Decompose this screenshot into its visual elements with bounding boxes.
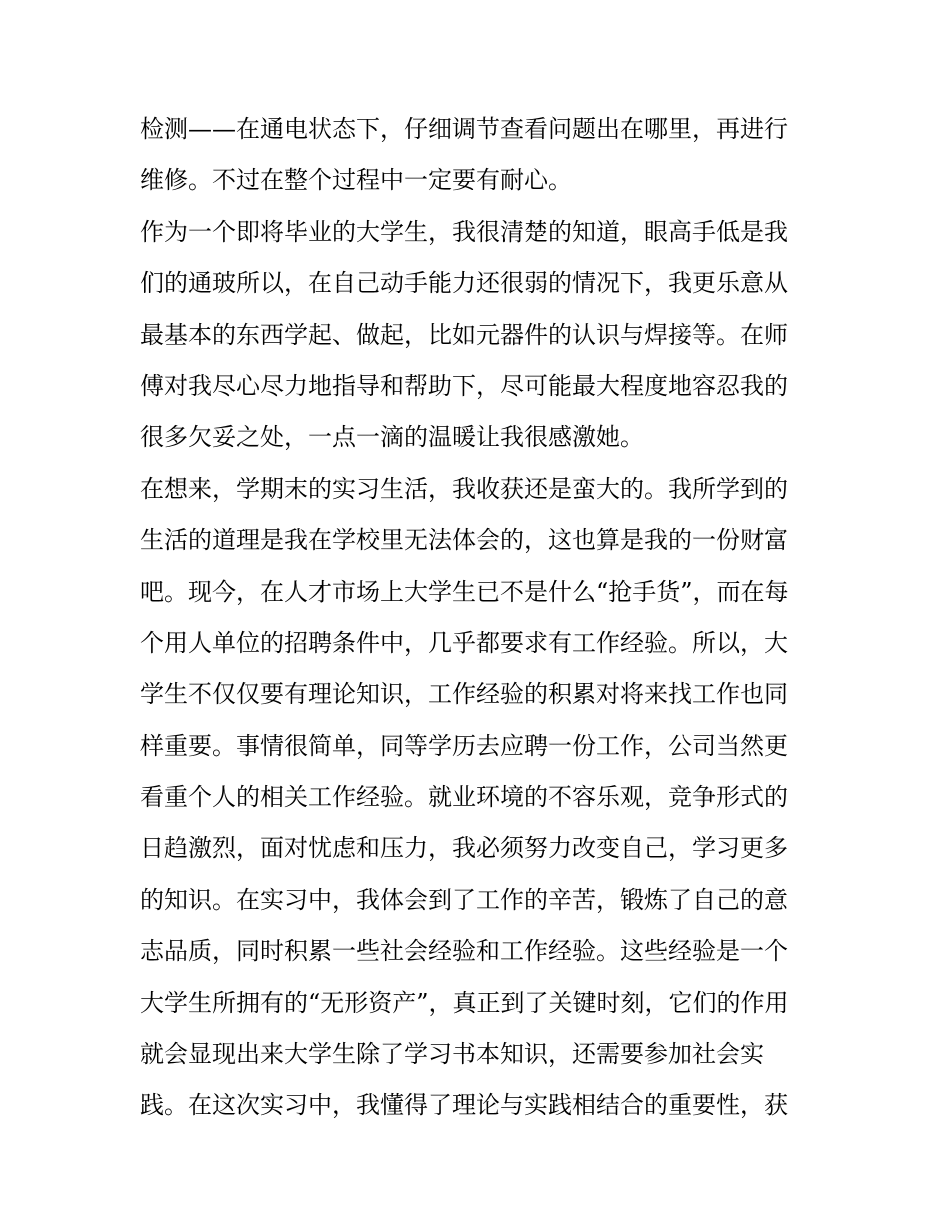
- text-line: 作为一个即将毕业的大学生，我很清楚的知道，眼高手低是我: [140, 217, 788, 246]
- text-line: 个用人单位的招聘条件中，几乎都要求有工作经验。所以，大: [140, 628, 788, 657]
- text-line: 吧。现今，在人才市场上大学生已不是什么“抢手货”，而在每: [140, 577, 789, 606]
- text-line: 样重要。事情很简单，同等学历去应聘一份工作，公司当然更: [140, 731, 788, 760]
- text-line: 很多欠妥之处，一点一滴的温暖让我很感激她。: [140, 423, 644, 452]
- text-line: 的知识。在实习中，我体会到了工作的辛苦，锻炼了自己的意: [140, 885, 788, 914]
- text-line: 们的通玻所以，在自己动手能力还很弱的情况下，我更乐意从: [140, 269, 788, 298]
- text-line: 日趋激烈，面对忧虑和压力，我必须努力改变自己，学习更多: [140, 834, 788, 863]
- text-line: 大学生所拥有的“无形资产”，真正到了关键时刻，它们的作用: [140, 988, 789, 1017]
- text-line: 就会显现出来大学生除了学习书本知识，还需要参加社会实: [140, 1040, 764, 1069]
- text-line: 学生不仅仅要有理论知识，工作经验的积累对将来找工作也同: [140, 680, 788, 709]
- text-line: 志品质，同时积累一些社会经验和工作经验。这些经验是一个: [140, 937, 788, 966]
- text-line: 看重个人的相关工作经验。就业环境的不容乐观，竞争形式的: [140, 783, 788, 812]
- text-line: 最基本的东西学起、做起，比如元器件的认识与焊接等。在师: [140, 320, 788, 349]
- text-line: 在想来，学期末的实习生活，我收获还是蛮大的。我所学到的: [140, 474, 788, 503]
- text-line: 维修。不过在整个过程中一定要有耐心。: [140, 166, 572, 195]
- text-line: 傅对我尽心尽力地指导和帮助下，尽可能最大程度地容忍我的: [140, 371, 788, 400]
- text-line: 生活的道理是我在学校里无法体会的，这也算是我的一份财富: [140, 526, 788, 555]
- document-body: [140, 104, 812, 1132]
- text-line: 检测——在通电状态下，仔细调节查看问题出在哪里，再进行: [140, 115, 788, 143]
- text-line: 践。在这次实习中，我懂得了理论与实践相结合的重要性，获: [140, 1091, 788, 1120]
